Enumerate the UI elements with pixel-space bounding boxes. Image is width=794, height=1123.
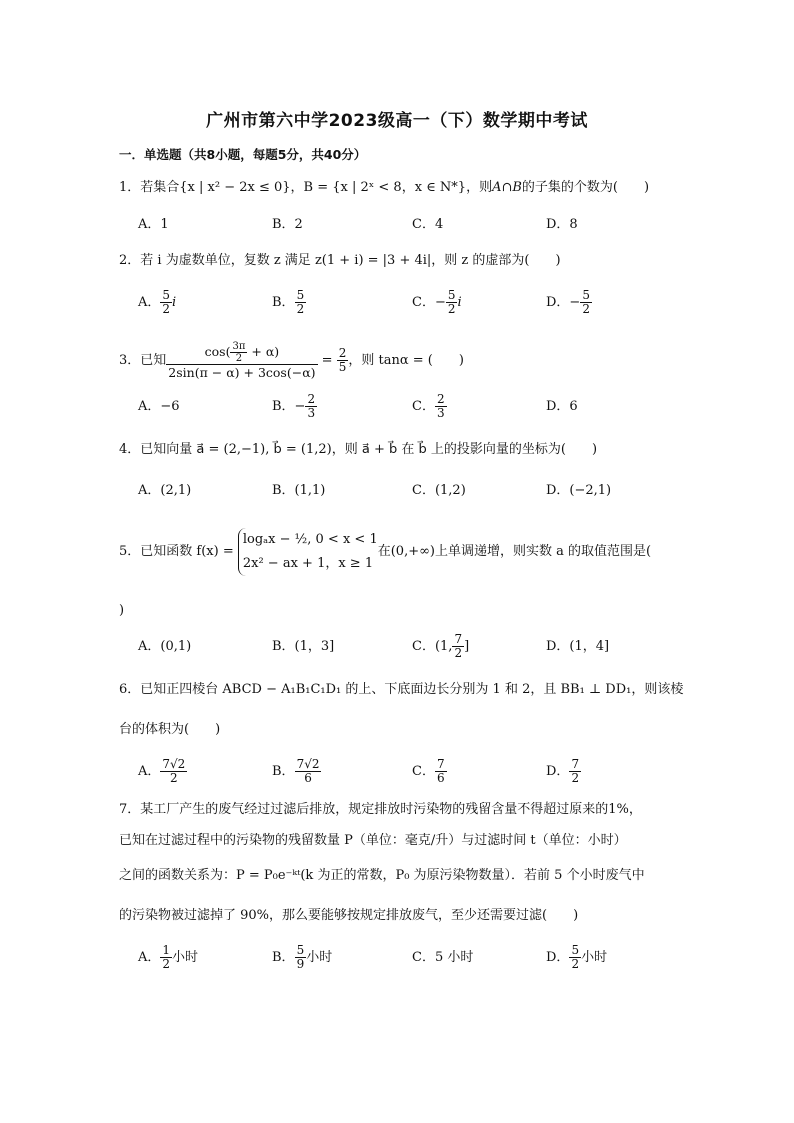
q1-mid: ，B = {x | 2ˣ < 8，x ∈ N*}，则 [290, 180, 493, 195]
q2-option-c[interactable]: C．− $\frac{5}{2}$ i [412, 288, 462, 316]
q2-a-fraction: $\frac{5}{2}$ [162, 288, 171, 316]
q2-d-fraction: $\frac{5}{2}$ [582, 288, 590, 316]
q1-post: 的子集的个数为( ) [521, 180, 650, 195]
q3-rhs-fraction: $\frac{2}{5}$ [338, 346, 347, 374]
q5-post: 在(0,+∞)上单调递增，则实数 a 的取值范围是( [377, 544, 652, 559]
q4-option-c[interactable]: C．(1,2) [412, 483, 466, 498]
q7-option-b[interactable]: B． $\frac{5}{9}$ 小时 [272, 943, 333, 971]
question-6-line1: 6．已知正四棱台 ABCD − A₁B₁C₁D₁ 的上、下底面边长分别为 1 和 2，且 BB₁ ⊥ DD₁，则该棱 [119, 682, 684, 697]
q5-option-d[interactable]: D．(1，4] [546, 639, 610, 654]
q6-option-d[interactable]: D． $\frac{7}{2}$ [546, 757, 580, 785]
question-6-line2: 台的体积为( ) [119, 722, 221, 737]
q5-pre: 5．已知函数 f(x) = [119, 544, 234, 559]
q6-option-c[interactable]: C． $\frac{7}{6}$ [412, 757, 445, 785]
q2-d-label: D．− [546, 295, 581, 310]
exam-title: 广州市第六中学2023级高一（下）数学期中考试 [206, 111, 588, 131]
q6-options [138, 757, 698, 787]
question-5 [119, 525, 651, 579]
q3-option-d[interactable]: D．6 [546, 399, 578, 414]
q5-option-b[interactable]: B．(1，3] [272, 639, 335, 654]
question-1 [119, 179, 649, 197]
q4-option-b[interactable]: B．(1,1) [272, 483, 326, 498]
q3-options [138, 392, 698, 422]
q2-a-label: A． [138, 295, 161, 310]
q3-pre: 3．已知 [119, 353, 167, 368]
q2-c-label: C．− [412, 295, 446, 310]
q3-option-a[interactable]: A．−6 [138, 399, 180, 414]
q1-option-d[interactable]: D．8 [546, 217, 578, 232]
q1-option-c[interactable]: C．4 [412, 217, 444, 232]
question-2: 2．若 i 为虚数单位，复数 z 满足 z(1 + i) = |3 + 4i|，则 z 的虚部为( ) [119, 253, 561, 268]
q2-b-label: B． [272, 295, 295, 310]
q2-option-a[interactable]: A． $\frac{5}{2}$ i [138, 288, 177, 316]
q4-options [138, 476, 698, 506]
q1-pre: 1．若集合 [119, 180, 180, 195]
q1-op: A∩B [492, 180, 522, 195]
q4-option-d[interactable]: D．(−2,1) [546, 483, 612, 498]
section-heading: 一．单选题（共8小题，每题5分，共40分） [119, 147, 367, 162]
question-7-line3: 之间的函数关系为：P = P₀e⁻ᵏᵗ(k 为正的常数，P₀ 为原污染物数量）．若前 5 个小时废气中 [119, 868, 645, 883]
q3-main-fraction: cos( $\frac{3\pi}{2}$ + α) 2sin(π − α) + 3cos(−α) [168, 340, 316, 380]
q1-options [138, 210, 698, 240]
question-3 [119, 334, 464, 388]
question-7-line1: 7．某工厂产生的废气经过过滤后排放，规定排放时污染物的残留含量不得超过原来的1%， [119, 802, 642, 817]
q2-b-fraction: $\frac{5}{2}$ [296, 288, 305, 316]
q3-option-c[interactable]: C． $\frac{2}{3}$ [412, 392, 445, 420]
q2-options [138, 288, 698, 318]
question-4: 4．已知向量 a⃗ = (2,−1), b⃗ = (1,2)，则 a⃗ + b⃗ 在 b⃗ 上的投影向量的坐标为( ) [119, 442, 598, 457]
q1-option-a[interactable]: A．1 [138, 217, 169, 232]
question-7-line4: 的污染物被过滤掉了 90%，那么要能够按规定排放废气，至少还需要过滤( ) [119, 908, 579, 923]
q3-equals: = [321, 353, 333, 368]
q7-options [138, 943, 698, 973]
q7-option-d[interactable]: D． $\frac{5}{2}$ 小时 [546, 943, 608, 971]
q3-option-b[interactable]: B．− $\frac{2}{3}$ [272, 392, 316, 420]
q5-option-c[interactable]: C．(1, $\frac{7}{2}$ ] [412, 632, 470, 660]
q7-option-c[interactable]: C．5 小时 [412, 950, 474, 965]
q2-c-fraction: $\frac{5}{2}$ [447, 288, 456, 316]
q6-option-a[interactable]: A． $\frac{7√2}{2}$ [138, 757, 186, 785]
q5-option-a[interactable]: A．(0,1) [138, 639, 192, 654]
q1-option-b[interactable]: B．2 [272, 217, 303, 232]
q3-post: ，则 tanα = ( ) [348, 353, 464, 368]
q5-tail: ) [119, 603, 125, 618]
question-7-line2: 已知在过滤过程中的污染物的残留数量 P（单位：毫克/升）与过滤时间 t（单位：小时） [119, 833, 627, 848]
q7-option-a[interactable]: A． $\frac{1}{2}$ 小时 [138, 943, 199, 971]
q2-option-d[interactable] [546, 288, 592, 318]
q4-option-a[interactable]: A．(2,1) [138, 483, 192, 498]
q5-piecewise: logₐx − ½, 0 < x < 1 2x² − ax + 1，x ≥ 1 [238, 528, 378, 576]
q1-set-a: {x | x² − 2x ≤ 0} [179, 180, 291, 195]
q2-option-b[interactable] [272, 288, 306, 318]
q5-options [138, 632, 698, 662]
q6-option-b[interactable]: B． $\frac{7√2}{6}$ [272, 757, 320, 785]
